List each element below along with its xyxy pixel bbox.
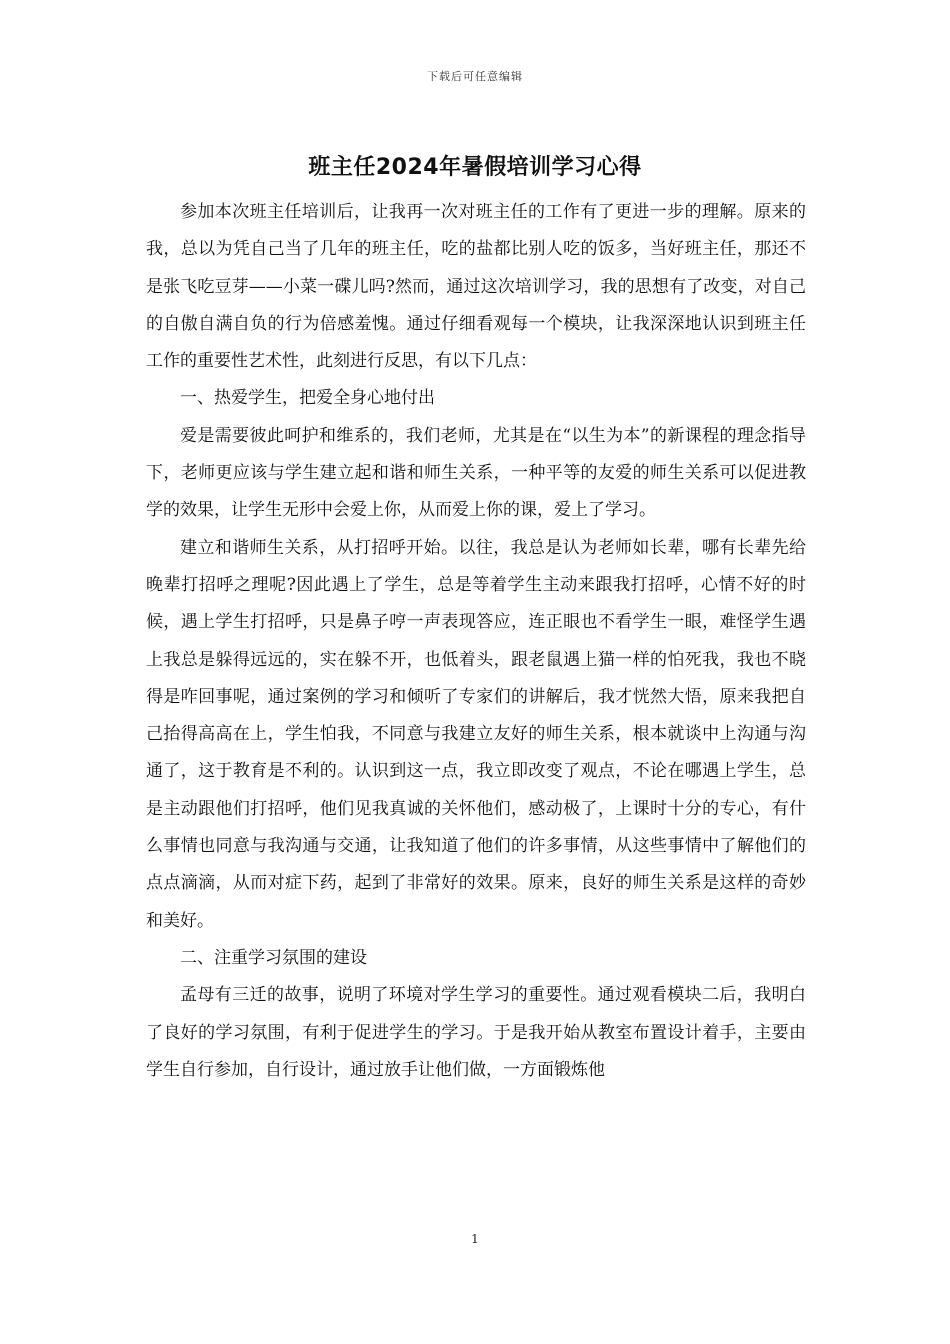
paragraph-atmosphere: 孟母有三迁的故事，说明了环境对学生学习的重要性。通过观看模块二后，我明白了良好的学习氛围，有利于促进学生的学习。于是我开始从教室布置设计着手，主要由学生自行参加，自行设计，通过放手让他们做，一方面锻炼他	[146, 985, 806, 1080]
section-heading-1: 一、热爱学生，把爱全身心地付出	[180, 388, 435, 409]
section-heading-2: 二、注重学习氛围的建设	[180, 947, 367, 968]
paragraph-greeting: 建立和谐师生关系，从打招呼开始。以往，我总是认为老师如长辈，哪有长辈先给晚辈打招呼之理呢?因此遇上了学生，总是等着学生主动来跟我打招呼，心情不好的时候，遇上学生打招呼，只是鼻子哼一声表现答应，连正眼也不看学生一眼，难怪学生遇上我总是躲得远远的，实在躲不开，也低着头，跟老鼠遇上猫一样的怕死我，我也不晓得是咋回事呢，通过案例的学习和倾听了专家们的讲解后，我才恍然大悟，原来我把自己抬得高高在上，学生怕我，不同意与我建立友好的师生关系，根本就谈中上沟通与沟通了，这于教育是不利的。认识到这一点，我立即改变了观点，不论在哪遇上学生，总是主动跟他们打招呼，他们见我真诚的关怀他们，感动极了，上课时十分的专心，有什么事情也同意与我沟通与交通，让我知道了他们的许多事情，从这些事情中了解他们的点点滴滴，从而对症下药，起到了非常好的效果。原来，良好的师生关系是这样的奇妙和美好。	[146, 537, 806, 931]
document-title: 班主任2024年暑假培训学习心得	[308, 155, 642, 180]
paragraph-intro: 参加本次班主任培训后，让我再一次对班主任的工作有了更进一步的理解。原来的我，总以为凭自己当了几年的班主任，吃的盐都比别人吃的饭多，当好班主任，那还不是张飞吃豆芽——小菜一碟儿吗?然而，通过这次培训学习，我的思想有了改变，对自己的自傲自满自负的行为倍感羞愧。通过仔细看观每一个模块，让我深深地认识到班主任工作的重要性艺术性，此刻进行反思，有以下几点：	[146, 202, 806, 372]
document-body	[146, 194, 806, 1089]
page-header-note: 下载后可任意编辑	[427, 70, 523, 83]
page-number: 1	[471, 1232, 479, 1246]
paragraph-love: 爱是需要彼此呵护和维系的，我们老师，尤其是在“以生为本”的新课程的理念指导下，老师更应该与学生建立起和谐和师生关系，一种平等的友爱的师生关系可以促进教学的效果，让学生无形中会爱上你，从而爱上你的课，爱上了学习。	[146, 425, 806, 521]
